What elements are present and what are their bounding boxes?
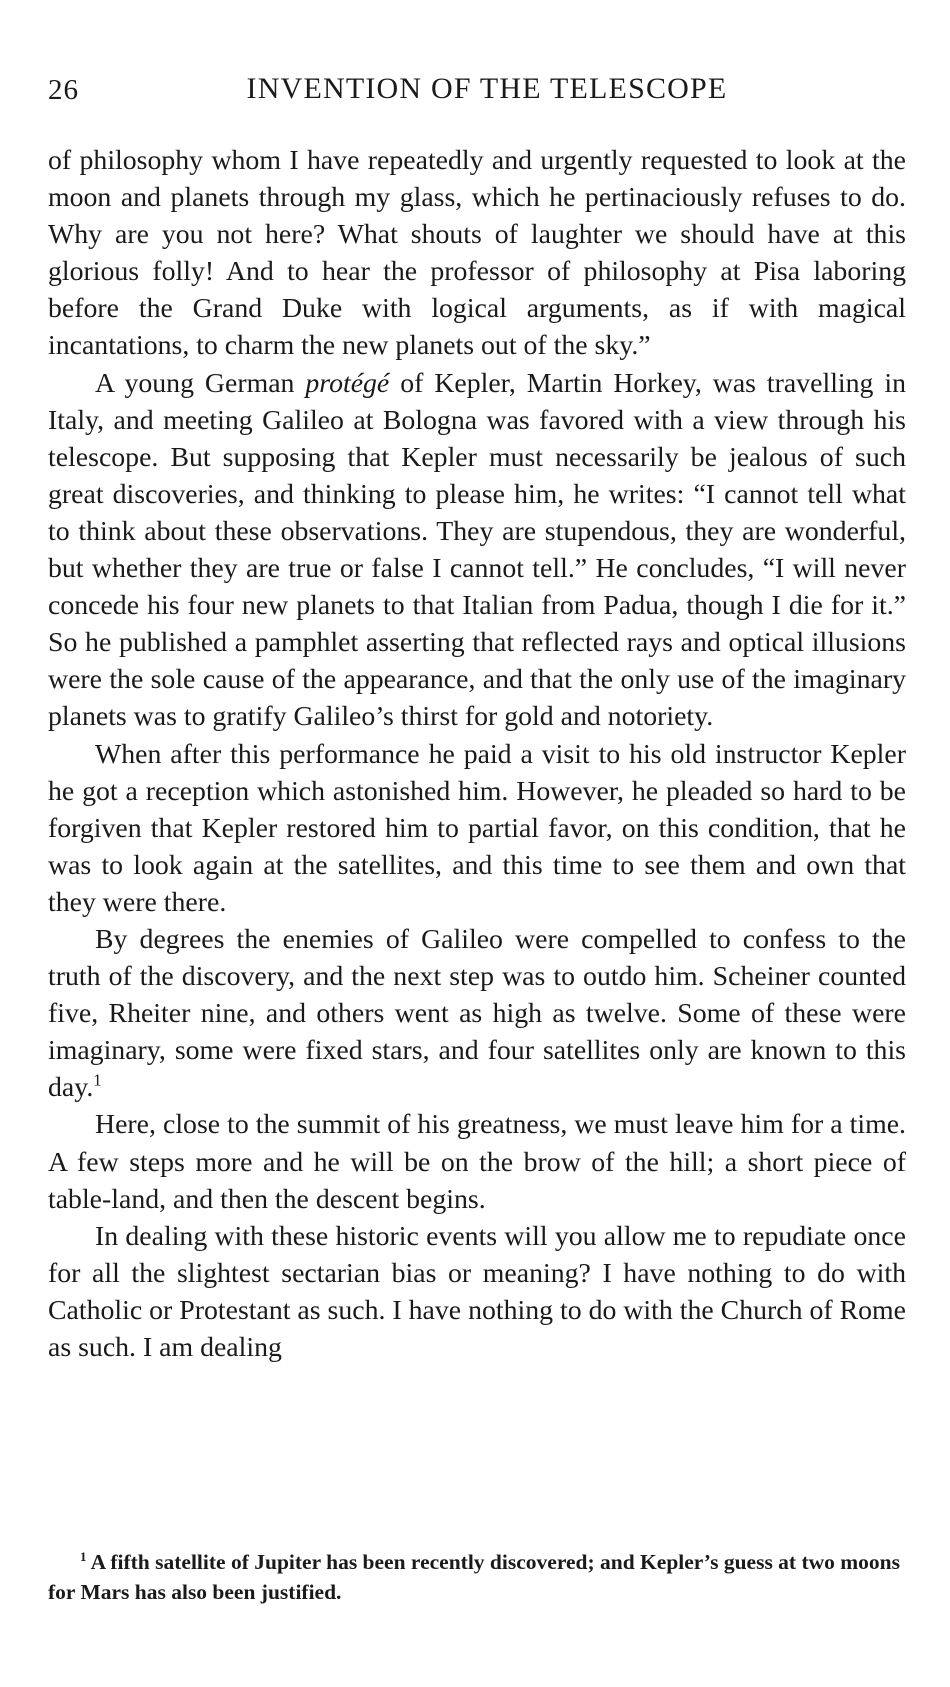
running-head	[48, 72, 906, 112]
running-title: INVENTION OF THE TELESCOPE	[246, 72, 728, 105]
paragraph-4-text: By degrees the enemies of Galileo were compelled to confess to the truth of the discovery, and the next step was to outdo him. Scheiner counted five, Rheiter nine, and others went as high as twelve. Some of these were imaginary, some were fixed stars, and four satellites only are known to this day.	[48, 923, 906, 1104]
paragraph-5: Here, close to the summit of his greatness, we must leave him for a time. A few steps more and he will be on the brow of the hill; a short piece of table-land, and then the descent begins.	[48, 1109, 906, 1215]
paragraph-2-text-rest: of Kepler, Martin Horkey, was travelling in Italy, and meeting Galileo at Bologna was favored with a view through his telescope. But supposing that Kepler must necessarily be jealous of such great discoveries, and thinking to please him, he writes: “I cannot tell what to think about these observations. They are stupendous, they are wonderful, but whether they are true or false I cannot tell.” He concludes, “I will never concede his four new planets to that Italian from Padua, though I die for it.” So he published a pamphlet asserting that reflected rays and optical illusions were the sole cause of the appearance, and that the only use of the imaginary planets was to gratify Galileo’s thirst for gold and notoriety.	[48, 367, 907, 733]
paragraph-2	[48, 365, 906, 736]
page-number: 26	[48, 74, 79, 106]
paragraph-1: of philosophy whom I have repeatedly and urgently requested to look at the moon and planets through my glass, which he pertinaciously refuses to do. Why are you not here? What shouts of laughter we should have at this glorious folly! And to hear the professor of philosophy at Pisa laboring before the Grand Duke with logical arguments, as if with magical incantations, to charm the new planets out of the sky.”	[48, 145, 906, 362]
footnote-text: A fifth satellite of Jupiter has been recently discovered; and Kepler’s guess at two moons for Mars has also been justified.	[48, 1550, 901, 1604]
paragraph-4	[48, 921, 906, 1106]
footnote-marker: 1	[80, 1549, 87, 1564]
italic-word-protege: protégé	[305, 367, 390, 399]
paragraph-3: When after this performance he paid a visit to his old instructor Kepler he got a reception which astonished him. However, he pleaded so hard to be forgiven that Kepler restored him to partial favor, on this condition, that he was to look again at the satellites, and this time to see them and own that they were there.	[48, 738, 906, 918]
paragraph-2-text-start: A young German	[95, 367, 306, 399]
footnote	[48, 1547, 906, 1607]
footnote-reference: 1	[93, 1071, 102, 1091]
body-text	[48, 142, 906, 1366]
paragraph-6: In dealing with these historic events will you allow me to repudiate once for all the slightest sectarian bias or meaning? I have nothing to do with Catholic or Protestant as such. I have nothing to do with the Church of Rome as such. I am dealing	[48, 1220, 906, 1363]
